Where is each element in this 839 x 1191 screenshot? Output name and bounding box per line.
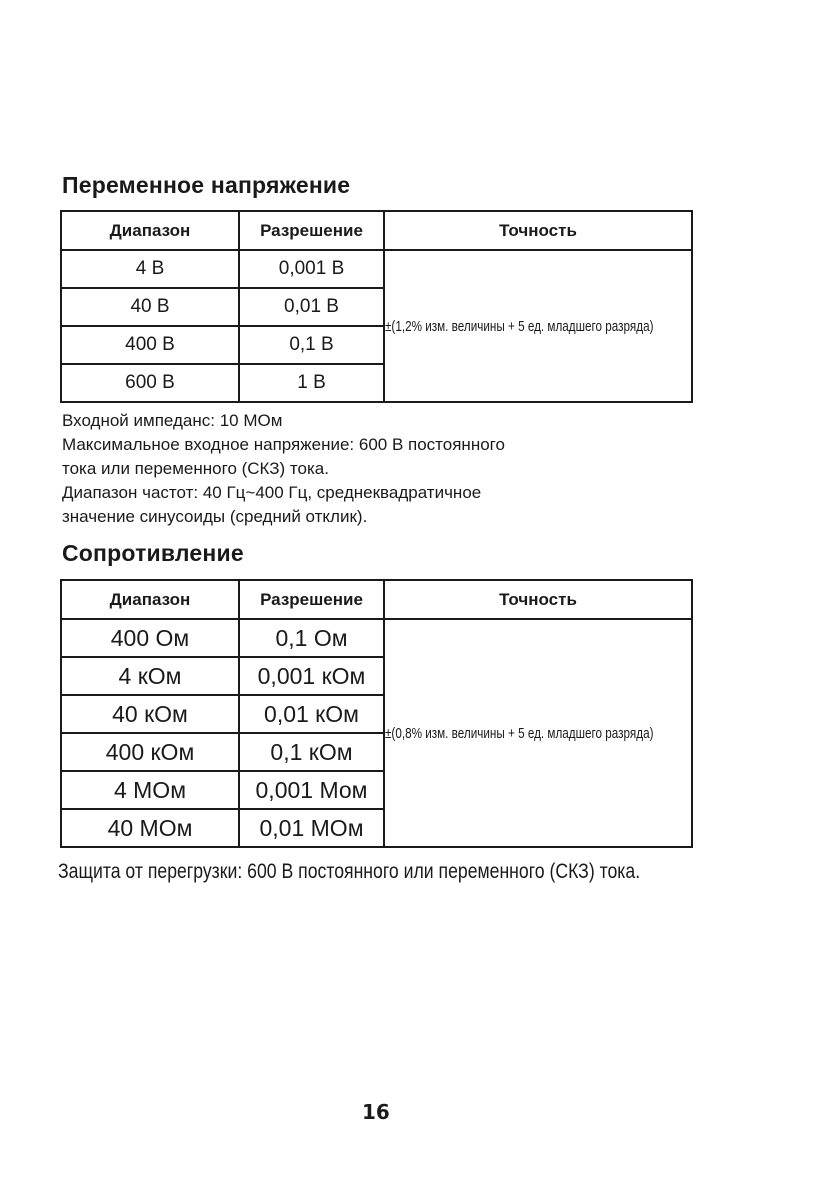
header-resolution: Разрешение <box>239 211 384 250</box>
overload-protection-note <box>58 860 751 884</box>
header-accuracy: Точность <box>384 211 692 250</box>
header-resolution: Разрешение <box>239 580 384 619</box>
range-cell: 40 кОм <box>61 695 239 733</box>
resolution-cell: 0,001 Мом <box>239 771 384 809</box>
resolution-cell: 1 В <box>239 364 384 402</box>
resolution-cell: 0,1 В <box>239 326 384 364</box>
resolution-cell: 0,1 Ом <box>239 619 384 657</box>
range-cell: 40 В <box>61 288 239 326</box>
resistance-table <box>60 579 693 848</box>
header-accuracy: Точность <box>384 580 692 619</box>
accuracy-text: ±(0,8% изм. величины + 5 ед. младшего разряда) <box>385 724 654 742</box>
table-row <box>61 250 692 288</box>
note-line: тока или переменного (СКЗ) тока. <box>62 459 329 478</box>
header-range: Диапазон <box>61 580 239 619</box>
note-line: Входной импеданс: 10 МОм <box>62 411 283 430</box>
range-cell: 400 Ом <box>61 619 239 657</box>
range-cell: 600 В <box>61 364 239 402</box>
note-line: Диапазон частот: 40 Гц~400 Гц, среднеквадратичное <box>62 483 482 502</box>
page-number: 16 <box>362 1100 390 1124</box>
range-cell: 400 кОм <box>61 733 239 771</box>
ac-voltage-title: Переменное напряжение <box>62 172 351 198</box>
overload-text: Защита от перегрузки: 600 В постоянного или переменного (СКЗ) тока. <box>58 860 641 883</box>
resolution-cell: 0,01 кОм <box>239 695 384 733</box>
accuracy-text: ±(1,2% изм. величины + 5 ед. младшего разряда) <box>385 317 654 335</box>
accuracy-cell <box>384 250 692 402</box>
resolution-cell: 0,01 В <box>239 288 384 326</box>
header-range: Диапазон <box>61 211 239 250</box>
range-cell: 400 В <box>61 326 239 364</box>
ac-voltage-notes <box>62 409 505 529</box>
resolution-cell: 0,001 кОм <box>239 657 384 695</box>
range-cell: 4 кОм <box>61 657 239 695</box>
resistance-title: Сопротивление <box>62 540 244 566</box>
table-header-row <box>61 211 692 250</box>
resolution-cell: 0,1 кОм <box>239 733 384 771</box>
note-line: Максимальное входное напряжение: 600 В постоянного <box>62 435 505 454</box>
accuracy-cell <box>384 619 692 847</box>
ac-voltage-table <box>60 210 693 403</box>
table-header-row <box>61 580 692 619</box>
resolution-cell: 0,01 МОм <box>239 809 384 847</box>
resolution-cell: 0,001 В <box>239 250 384 288</box>
note-line: значение синусоиды (средний отклик). <box>62 507 368 526</box>
range-cell: 4 МОм <box>61 771 239 809</box>
range-cell: 40 МОм <box>61 809 239 847</box>
range-cell: 4 В <box>61 250 239 288</box>
table-row <box>61 619 692 657</box>
